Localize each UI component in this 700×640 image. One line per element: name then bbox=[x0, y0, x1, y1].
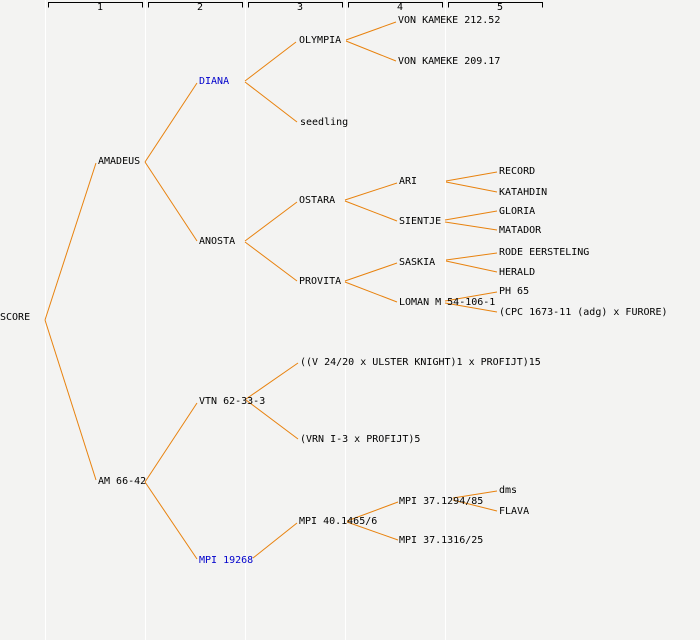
tree-node-sientje[interactable]: SIENTJE bbox=[399, 216, 442, 227]
tree-node-record[interactable]: RECORD bbox=[499, 166, 536, 177]
pedigree-connector-line bbox=[345, 263, 397, 281]
tree-node-katahdin[interactable]: KATAHDIN bbox=[499, 187, 548, 198]
generation-label: 5 bbox=[496, 2, 504, 13]
tree-node-cpc[interactable]: (CPC 1673-11 (adg) x FURORE) bbox=[499, 307, 668, 318]
generation-bracket bbox=[349, 3, 443, 8]
tree-node-rode[interactable]: RODE EERSTELING bbox=[499, 247, 590, 258]
pedigree-connector-line bbox=[253, 523, 297, 558]
tree-node-seedling[interactable]: seedling bbox=[300, 117, 349, 128]
pedigree-connector-line bbox=[345, 282, 397, 302]
pedigree-connector-line bbox=[446, 172, 497, 181]
tree-node-herald[interactable]: HERALD bbox=[499, 267, 536, 278]
pedigree-connector-line bbox=[45, 320, 96, 480]
tree-node-mpi371316[interactable]: MPI 37.1316/25 bbox=[399, 535, 484, 546]
tree-node-am6642[interactable]: AM 66-42 bbox=[98, 476, 147, 487]
pedigree-connector-line bbox=[245, 42, 296, 81]
tree-node-matador[interactable]: MATADOR bbox=[499, 225, 542, 236]
pedigree-connector-line bbox=[446, 182, 497, 192]
tree-node-vk209[interactable]: VON KAMEKE 209.17 bbox=[398, 56, 501, 67]
pedigree-connector-line bbox=[145, 83, 197, 162]
pedigree-connector-line bbox=[145, 482, 197, 559]
tree-node-mpi19268[interactable]: MPI 19268 bbox=[199, 555, 254, 566]
tree-node-flava[interactable]: FLAVA bbox=[499, 506, 530, 517]
tree-node-vk212[interactable]: VON KAMEKE 212.52 bbox=[398, 15, 501, 26]
pedigree-connector-line bbox=[145, 162, 197, 241]
tree-node-vulster[interactable]: ((V 24/20 x ULSTER KNIGHT)1 x PROFIJT)15 bbox=[300, 357, 541, 368]
tree-node-ari[interactable]: ARI bbox=[399, 176, 418, 187]
tree-node-anosta[interactable]: ANOSTA bbox=[199, 236, 236, 247]
generation-label: 4 bbox=[396, 2, 404, 13]
pedigree-connector-line bbox=[245, 82, 297, 122]
generation-bracket bbox=[449, 3, 543, 8]
pedigree-connector-line bbox=[246, 363, 298, 399]
pedigree-connector-line bbox=[45, 163, 96, 320]
generation-label: 1 bbox=[96, 2, 104, 13]
pedigree-connector-line bbox=[445, 222, 497, 230]
tree-node-loman[interactable]: LOMAN M 54-106-1 bbox=[399, 297, 496, 308]
tree-node-ostara[interactable]: OSTARA bbox=[299, 195, 336, 206]
pedigree-connector-line bbox=[346, 41, 396, 61]
tree-node-olympia[interactable]: OLYMPIA bbox=[299, 35, 342, 46]
tree-node-score[interactable]: SCORE bbox=[0, 312, 31, 323]
tree-node-diana[interactable]: DIANA bbox=[199, 76, 230, 87]
generation-bracket bbox=[149, 3, 243, 8]
tree-node-saskia[interactable]: SASKIA bbox=[399, 257, 436, 268]
pedigree-connector-line bbox=[446, 253, 497, 260]
tree-node-dms[interactable]: dms bbox=[499, 485, 518, 496]
pedigree-connector-line bbox=[446, 261, 497, 272]
pedigree-connector-line bbox=[346, 22, 396, 40]
pedigree-connector-line bbox=[345, 201, 397, 221]
tree-node-ph65[interactable]: PH 65 bbox=[499, 286, 530, 297]
generation-label: 3 bbox=[296, 2, 304, 13]
tree-node-gloria[interactable]: GLORIA bbox=[499, 206, 536, 217]
generation-bracket bbox=[249, 3, 343, 8]
tree-node-vtn[interactable]: VTN 62-33-3 bbox=[199, 396, 266, 407]
pedigree-connector-line bbox=[445, 211, 497, 220]
pedigree-connector-line bbox=[245, 202, 297, 241]
tree-node-vrn[interactable]: (VRN I-3 x PROFIJT)5 bbox=[300, 434, 421, 445]
generation-bracket bbox=[49, 3, 143, 8]
tree-node-amadeus[interactable]: AMADEUS bbox=[98, 156, 141, 167]
tree-node-mpi40[interactable]: MPI 40.1465/6 bbox=[299, 516, 378, 527]
pedigree-connector-line bbox=[145, 403, 197, 482]
tree-node-provita[interactable]: PROVITA bbox=[299, 276, 342, 287]
generation-label: 2 bbox=[196, 2, 204, 13]
pedigree-connector-line bbox=[345, 183, 397, 200]
tree-node-mpi371294[interactable]: MPI 37.1294/85 bbox=[399, 496, 484, 507]
pedigree-connector-line bbox=[245, 242, 297, 281]
